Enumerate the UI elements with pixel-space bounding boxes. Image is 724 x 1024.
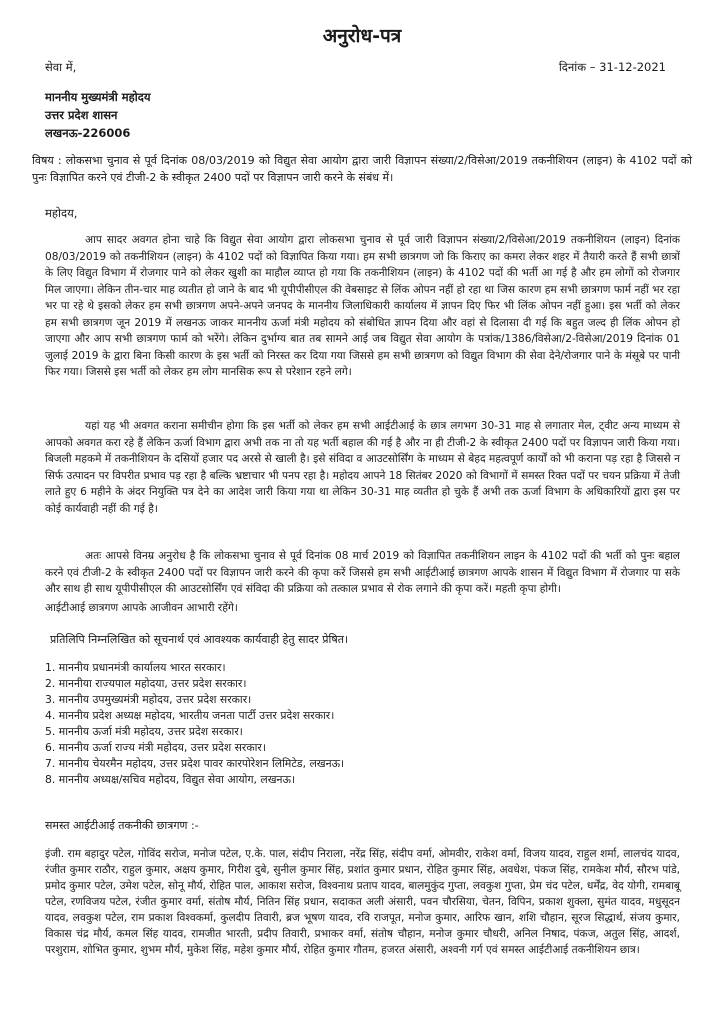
addressee-line: लखनऊ-226006 (45, 126, 131, 140)
list-item: 2. माननीया राज्यपाल महोदया, उत्तर प्रदेश सरकार। (45, 677, 247, 690)
list-item: 3. माननीय उपमुख्यमंत्री महोदय, उत्तर प्रदेश सरकार। (45, 693, 252, 706)
greeting: महोदय, (45, 206, 78, 220)
copy-to-list (45, 660, 344, 788)
list-item: 6. माननीय ऊर्जा राज्य मंत्री महोदय, उत्तर प्रदेश सरकार। (45, 741, 266, 754)
letter-title: अनुरोध-पत्र (322, 25, 402, 47)
addressee-block (45, 88, 151, 142)
body-paragraph: अतः आपसे विनम्र अनुरोध है कि लोकसभा चुनाव से पूर्व दिनांक 08 मार्च 2019 को विज्ञापित तकनीशियन लाइन के 4102 पदों की भर्ती को पुनः बहाल करने एवं टीजी-2 के स्वीकृत 2400 पदों पर विज्ञापन जारी करने की कृपा करें जिससे हम सभी आईटीआई छात्रगण आपके शासन में विद्युत विभाग में रोजगार पा सके और साथ ही साथ यूपीपीसीएल की आउटसोर्सिंग एवं संविदा की प्रक्रिया को तत्काल प्रभाव से रोक लगाने की कृपा करें। महती कृपा होगी। (45, 550, 680, 595)
body-paragraph: यहां यह भी अवगत कराना समीचीन होगा कि इस भर्ती को लेकर हम सभी आईटीआई के छात्र लगभग 30-31 माह से लगातार मेल, ट्वीट अन्य माध्यम से आपको अवगत करा रहे हैं लेकिन ऊर्जा विभाग द्वारा अभी तक ना तो यह भर्ती बहाल की गई है और ना ही टीजी-2 के स्वीकृत 2400 पदों पर विज्ञापन जारी किया गया। बिजली महकमे में तकनीशियन के दसियों हजार पद अरसे से खाली है। इसे संविदा व आउटसोर्सिंग के माध्यम से बेहद महत्वपूर्ण कार्यों को भी कराना पड़ रहा है जिससे न सिर्फ उत्पादन पर विपरीत प्रभाव पड़ रहा है बल्कि भ्रष्टाचार भी पनप रहा है। महोदय आपने 18 सितंबर 2020 को विभागों में समस्त रिक्त पदों पर चयन प्रक्रिया में तेजी लाते हुए 6 महीने के अंदर नियुक्ति पत्र देने का आदेश जारी किया गया था लेकिन 30-31 माह व्यतीत हो चुके हैं अभी तक ऊर्जा विभाग के अधिकारियों द्वारा इस पर कोई कार्यवाही नहीं की गई है। (45, 420, 680, 515)
addressee-line: उत्तर प्रदेश शासन (45, 108, 118, 122)
list-item: 7. माननीय चेयरमैन महोदय, उत्तर प्रदेश पावर कारपोरेशन लिमिटेड, लखनऊ। (45, 757, 345, 770)
closing-line: आईटीआई छात्रगण आपके आजीवन आभारी रहेंगे। (45, 602, 238, 614)
subject-line: विषय : लोकसभा चुनाव से पूर्व दिनांक 08/03/2019 को विद्युत सेवा आयोग द्वारा जारी विज्ञापन संख्या/2/विसेआ/2019 तकनीशियन (लाइन) के 4102 पदों को पुनः विज्ञापित करने एवं टीजी-2 के स्वीकृत 2400 पदों पर विज्ञापन जारी करने के संबंध में। (32, 154, 692, 184)
list-item: 5. माननीय ऊर्जा मंत्री महोदय, उत्तर प्रदेश सरकार। (45, 725, 243, 738)
list-item: 1. माननीय प्रधानमंत्री कार्यालय भारत सरकार। (45, 661, 226, 674)
list-item: 8. माननीय अध्यक्ष/सचिव महोदय, विद्युत सेवा आयोग, लखनऊ। (45, 773, 296, 786)
copy-to-heading: प्रतिलिपि निम्नलिखित को सूचनार्थ एवं आवश्यक कार्यवाही हेतु सादर प्रेषित। (50, 633, 349, 646)
body-paragraph: आप सादर अवगत होना चाहे कि विद्युत सेवा आयोग द्वारा लोकसभा चुनाव से पूर्व जारी विज्ञापन संख्या/2/विसेआ/2019 तकनीशियन (लाइन) दिनांक 08/03/2019 को तकनीशियन (लाइन) के 4102 पदों को विज्ञापित किया गया। हम सभी छात्रगण जो कि किराए का कमरा लेकर शहर में तैयारी करते हैं सभी छात्रों के लिए विद्युत विभाग में रोजगार पाने को लेकर खुशी का माहौल व्याप्त हो गया कि तकनीशियन (लाइन) के 4102 पदों की भर्ती आ गई है और हम लोगों को रोजगार मिल जाएगा। लेकिन तीन-चार माह व्यतीत हो जाने के बाद भी यूपीपीसीएल की वेबसाइट से लिंक ओपन नहीं हो रहा था जिस कारण हम सभी छात्रगण फार्म नहीं भर रहा भर पा रहे थे इसको लेकर हम सभी छात्रगण अपने-अपने जनपद के माननीय जिलाधिकारी कार्यालय में ज्ञापन दिए फिर भी लिंक ओपन नहीं हुआ। इस भर्ती को लेकर हम सभी छात्रगण जून 2019 में लखनऊ जाकर माननीय ऊर्जा मंत्री महोदय को संबोधित ज्ञापन दिया और वहां से दिलासा दी गई कि बहुत जल्द ही लिंक ओपन हो जाएगा और आप सभी छात्रगण फार्म को भरेंगे। लेकिन दुर्भाग्य बात तब सामने आई जब विद्युत सेवा आयोग के पत्रांक/1386/विसेआ/2-विसेआ/2019 दिनांक 01 जुलाई 2019 के द्वारा बिना किसी कारण के इस भर्ती को निरस्त कर दिया गया जिससे हम सभी छात्रगण को विद्युत विभाग की सेवा देने/रोजगार पाने के मंसूबे पर पानी फिर गया। जिससे इस भर्ती को लेकर हम लोग मानसिक रूप से परेशान रहने लगे। (45, 234, 680, 378)
salutation: सेवा में, (45, 60, 77, 74)
addressee-line: माननीय मुख्यमंत्री महोदय (45, 90, 151, 104)
signatories-heading: समस्त आईटीआई तकनीकी छात्रगण :- (45, 819, 199, 832)
letter-date: दिनांक – 31-12-2021 (558, 60, 666, 74)
signatories-list: इंजी. राम बहादुर पटेल, गोविंद सरोज, मनोज पटेल, ए.के. पाल, संदीप निराला, नरेंद्र सिंह, संदीप वर्मा, ओमवीर, राकेश वर्मा, विजय यादव, राहुल शर्मा, लालचंद यादव, रंजीत कुमार राठौर, राहुल कुमार, अक्षय कुमार, गिरीश दुबे, सुनील कुमार सिंह, प्रशांत कुमार प्रधान, रोहित कुमार सिंह, अवधेश, पंकज सिंह, रामकेश मौर्य, सौरभ पांडे, प्रमोद कुमार पटेल, उमेश पटेल, सोनू मौर्य, रोहित पाल, आकाश सरोज, विश्वनाथ प्रताप यादव, बालमुकुंद गुप्ता, लवकुश गुप्ता, प्रेम चंद पटेल, धर्मेंद्र, वेद योगी, रामबाबू पटेल, रणविजय पटेल, रंजीत कुमार वर्मा, संतोष मौर्य, नितिन सिंह प्रधान, सदाकत अली अंसारी, पवन चौरसिया, चेतन, विपिन, प्रकाश शुक्ला, सुमंत यादव, मधुसूदन यादव, लवकुश पटेल, राम प्रकाश विश्वकर्मा, कुलदीप तिवारी, ब्रज भूषण यादव, रवि राजपूत, मनोज कुमार, आरिफ खान, शशि चौहान, सूरज सिद्धार्थ, संजय कुमार, विकास चंद्र मौर्य, कमल सिंह यादव, रामजीत भारती, प्रदीप तिवारी, प्रभाकर वर्मा, संतोष चौहान, मनोज कुमार चौधरी, अनिल निषाद, पंकज, अतुल सिंह, आदर्श, परशुराम, शोभित कुमार, शुभम मौर्य, मुकेश सिंह, महेश कुमार मौर्य, रोहित कुमार गौतम, हजरत अंसारी, अश्वनी गर्ग एवं समस्त आईटीआई तकनीशियन छात्र। (45, 848, 680, 956)
list-item: 4. माननीय प्रदेश अध्यक्ष महोदय, भारतीय जनता पार्टी उत्तर प्रदेश सरकार। (45, 709, 335, 722)
